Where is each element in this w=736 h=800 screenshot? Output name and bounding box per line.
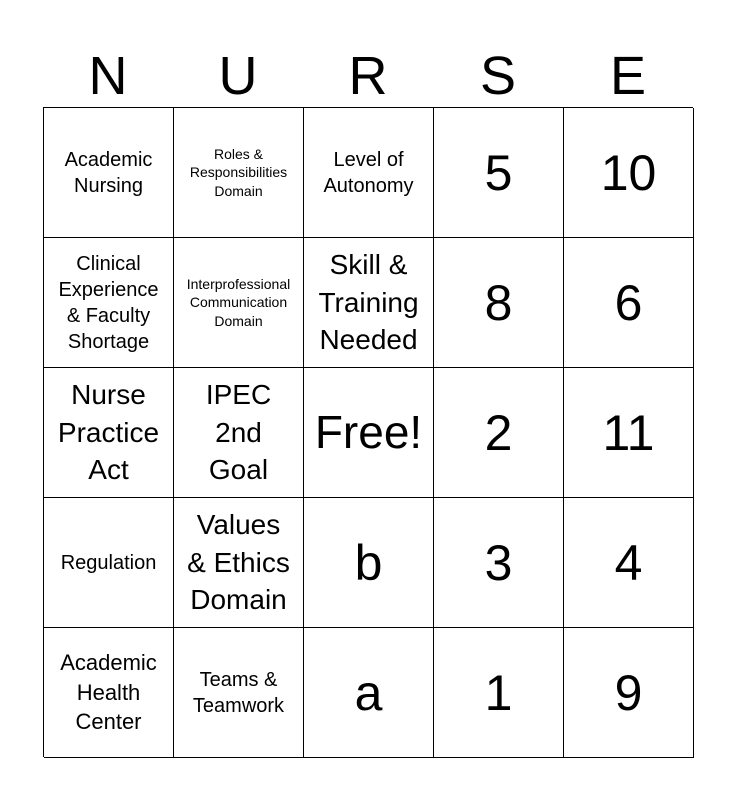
bingo-cell-r2-c5[interactable] (564, 238, 694, 368)
cell-text: Nurse Practice Act (57, 378, 160, 486)
bingo-cell-r2-c4[interactable] (434, 238, 564, 368)
bingo-cell-r4-c2[interactable] (174, 498, 304, 628)
header-letter-r: R (348, 46, 388, 106)
bingo-cell-r4-c4[interactable] (434, 498, 564, 628)
header-letter-u: U (218, 46, 258, 106)
free-space-text: Free! (314, 406, 423, 459)
cell-text: Values & Ethics Domain (187, 508, 290, 616)
bingo-cell-r1-c3[interactable] (304, 108, 434, 238)
cell-text: b (354, 534, 383, 591)
bingo-board (43, 107, 693, 757)
bingo-cell-r5-c3[interactable] (304, 628, 434, 758)
bingo-cell-r2-c2[interactable] (174, 238, 304, 368)
cell-text: Academic Health Center (60, 649, 157, 735)
cell-text: 4 (614, 534, 643, 591)
cell-text: 10 (600, 144, 657, 201)
bingo-cell-r5-c4[interactable] (434, 628, 564, 758)
header-letter-n: N (88, 46, 128, 106)
cell-text: Teams & Teamwork (192, 668, 285, 717)
bingo-cell-r3-c1[interactable] (44, 368, 174, 498)
cell-text: IPEC 2nd Goal (205, 378, 272, 486)
cell-text: 5 (484, 144, 513, 201)
bingo-cell-r5-c5[interactable] (564, 628, 694, 758)
bingo-cell-r2-c1[interactable] (44, 238, 174, 368)
cell-text: a (354, 664, 383, 721)
bingo-cell-r1-c4[interactable] (434, 108, 564, 238)
bingo-cell-r2-c3[interactable] (304, 238, 434, 368)
header-letter-s: S (479, 46, 517, 106)
bingo-header (43, 46, 693, 106)
bingo-cell-r5-c1[interactable] (44, 628, 174, 758)
cell-text: 11 (602, 404, 655, 461)
cell-text: Interprofessional Communication Domain (186, 276, 291, 329)
bingo-cell-r4-c1[interactable] (44, 498, 174, 628)
bingo-cell-r5-c2[interactable] (174, 628, 304, 758)
bingo-cell-r1-c2[interactable] (174, 108, 304, 238)
cell-text: Clinical Experience & Faculty Shortage (58, 252, 159, 353)
bingo-cell-r4-c5[interactable] (564, 498, 694, 628)
cell-text: 9 (614, 664, 643, 721)
cell-text: 6 (614, 274, 643, 331)
bingo-cell-r1-c1[interactable] (44, 108, 174, 238)
cell-text: Skill & Training Needed (318, 248, 419, 356)
cell-text: 2 (484, 404, 513, 461)
bingo-cell-r3-c2[interactable] (174, 368, 304, 498)
cell-text: 1 (484, 664, 513, 721)
cell-text: Regulation (60, 551, 157, 574)
cell-text: Roles & Responsibilities Domain (189, 146, 288, 199)
cell-text: Academic Nursing (64, 148, 153, 197)
bingo-cell-r1-c5[interactable] (564, 108, 694, 238)
cell-text: Level of Autonomy (323, 148, 414, 197)
bingo-cell-free[interactable] (304, 368, 434, 498)
cell-text: 3 (484, 534, 513, 591)
header-letter-e: E (609, 46, 647, 106)
bingo-cell-r3-c5[interactable] (564, 368, 694, 498)
bingo-cell-r3-c4[interactable] (434, 368, 564, 498)
bingo-cell-r4-c3[interactable] (304, 498, 434, 628)
cell-text: 8 (484, 274, 513, 331)
